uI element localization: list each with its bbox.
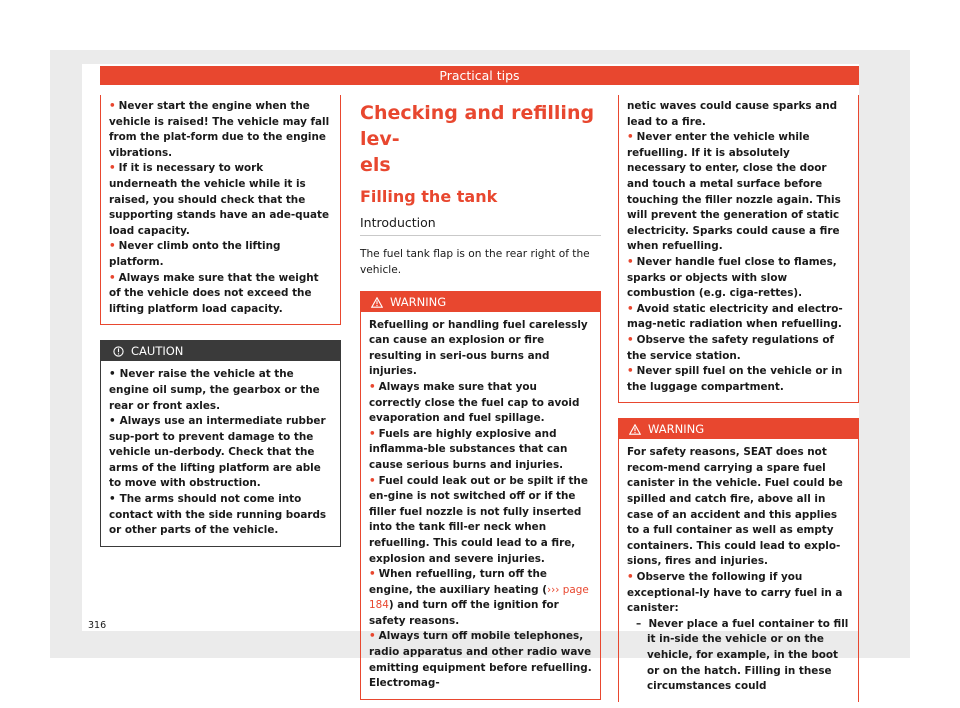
intro-text: The fuel tank flap is on the rear right of the vehicle. [360,248,590,276]
subsection-title: Filling the tank [360,187,498,206]
info-circle-icon [113,346,124,357]
list-item: • Never spill fuel on the vehicle or in the luggage compartment. [627,365,843,393]
warning-header-2 [619,419,858,439]
dash-list-item: – Never place a fuel container to fill it in-side the vehicle or on the vehicle, for example, in the boot or on the hatch. Filling in these circumstances could [636,617,849,693]
list-item: • Always make sure that the weight of the vehicle does not exceed the lifting platform load capacity. [109,271,319,315]
list-item: • Never raise the vehicle at the engine oil sump, the gearbox or the rear or front axles. [109,368,320,412]
list-item: • Avoid static electricity and electro-mag-netic radiation when refuelling. [627,302,843,331]
warning-continued-box-2 [618,95,859,403]
warning-lead-2: For safety reasons, SEAT does not recom-mend carrying a spare fuel canister in the vehicle. Fuel could be spilled and catch fire, above all in case of an accident and this applies to a full container as well as empty containers. This could lead to explo-sions, fires and injuries. [627,446,843,568]
caution-header [101,341,340,361]
list-item: • When refuelling, turn off the engine, the auxiliary heating (››› page 184) and turn off the ignition for safety reasons. [369,568,589,627]
list-item: • Never handle fuel close to flames, sparks or objects with slow combustion (e.g. ciga-rettes). [627,255,837,300]
column-1 [100,95,341,547]
warning-triangle-icon [371,297,383,308]
section-heading: Introduction [360,214,601,236]
warning-label-2: WARNING [648,422,705,437]
continued-text: netic waves could cause sparks and lead to a fire. [627,100,838,128]
list-item: • Fuel could leak out or be spilt if the en-gine is not switched off or if the filler fuel nozzle is not fully inserted into the tank fill-er neck when refuelling. This could lead to a fire, explosion and severe injuries. [369,474,588,565]
list-item: • If it is necessary to work underneath the vehicle while it is raised, you should check that the supporting stands have an ade-quate load capacity. [109,162,330,237]
warning-lead: Refuelling or handling fuel carelessly can cause an explosion or fire resulting in seri-ous burns and injuries. [369,318,588,378]
caution-box [100,340,341,547]
page-reference-link[interactable]: ››› page 184 [369,583,589,612]
page-number: 316 [88,620,107,631]
warning-triangle-icon [629,424,641,435]
column-2 [360,100,601,700]
list-item: • Never start the engine when the vehicle is raised! The vehicle may fall from the plat-form due to the engine vibrations. [109,100,330,159]
warning-continued-box [100,95,341,325]
warning-header [361,292,600,312]
column-3 [618,95,859,702]
list-item: • Observe the safety regulations of the service station. [627,333,834,362]
warning-box-2 [618,418,859,702]
list-item: • Never enter the vehicle while refuelling. If it is absolutely necessary to enter, close the door and touch a metal surface before touching the filler nozzle again. This will prevent the generation of static electricity. Sparks could cause a fire when refuelling. [627,131,841,253]
list-item: • Never climb onto the lifting platform. [109,240,281,268]
caution-label: CAUTION [131,344,184,359]
list-item: • Observe the following if you exceptional-ly have to carry fuel in a canister: [627,571,843,615]
list-item: • The arms should not come into contact with the side running boards or other parts of the vehicle. [109,493,327,537]
list-item: • Fuels are highly explosive and inflamma-ble substances that can cause serious burns and injuries. [369,427,568,471]
running-header [100,66,859,85]
header-title: Practical tips [439,68,520,83]
list-item: • Always turn off mobile telephones, radio apparatus and other radio wave emitting equipment before refuelling. Electromag- [369,630,592,690]
list-item: • Always make sure that you correctly close the fuel cap to avoid evaporation and fuel spillage. [369,380,580,425]
warning-box [360,291,601,700]
list-item: • Always use an intermediate rubber sup-port to prevent damage to the vehicle un-derbody. Check that the arms of the lifting platform are able to move with obstruction. [109,415,326,490]
chapter-title: Checking and refilling lev- els [360,102,595,176]
warning-label: WARNING [390,294,447,309]
